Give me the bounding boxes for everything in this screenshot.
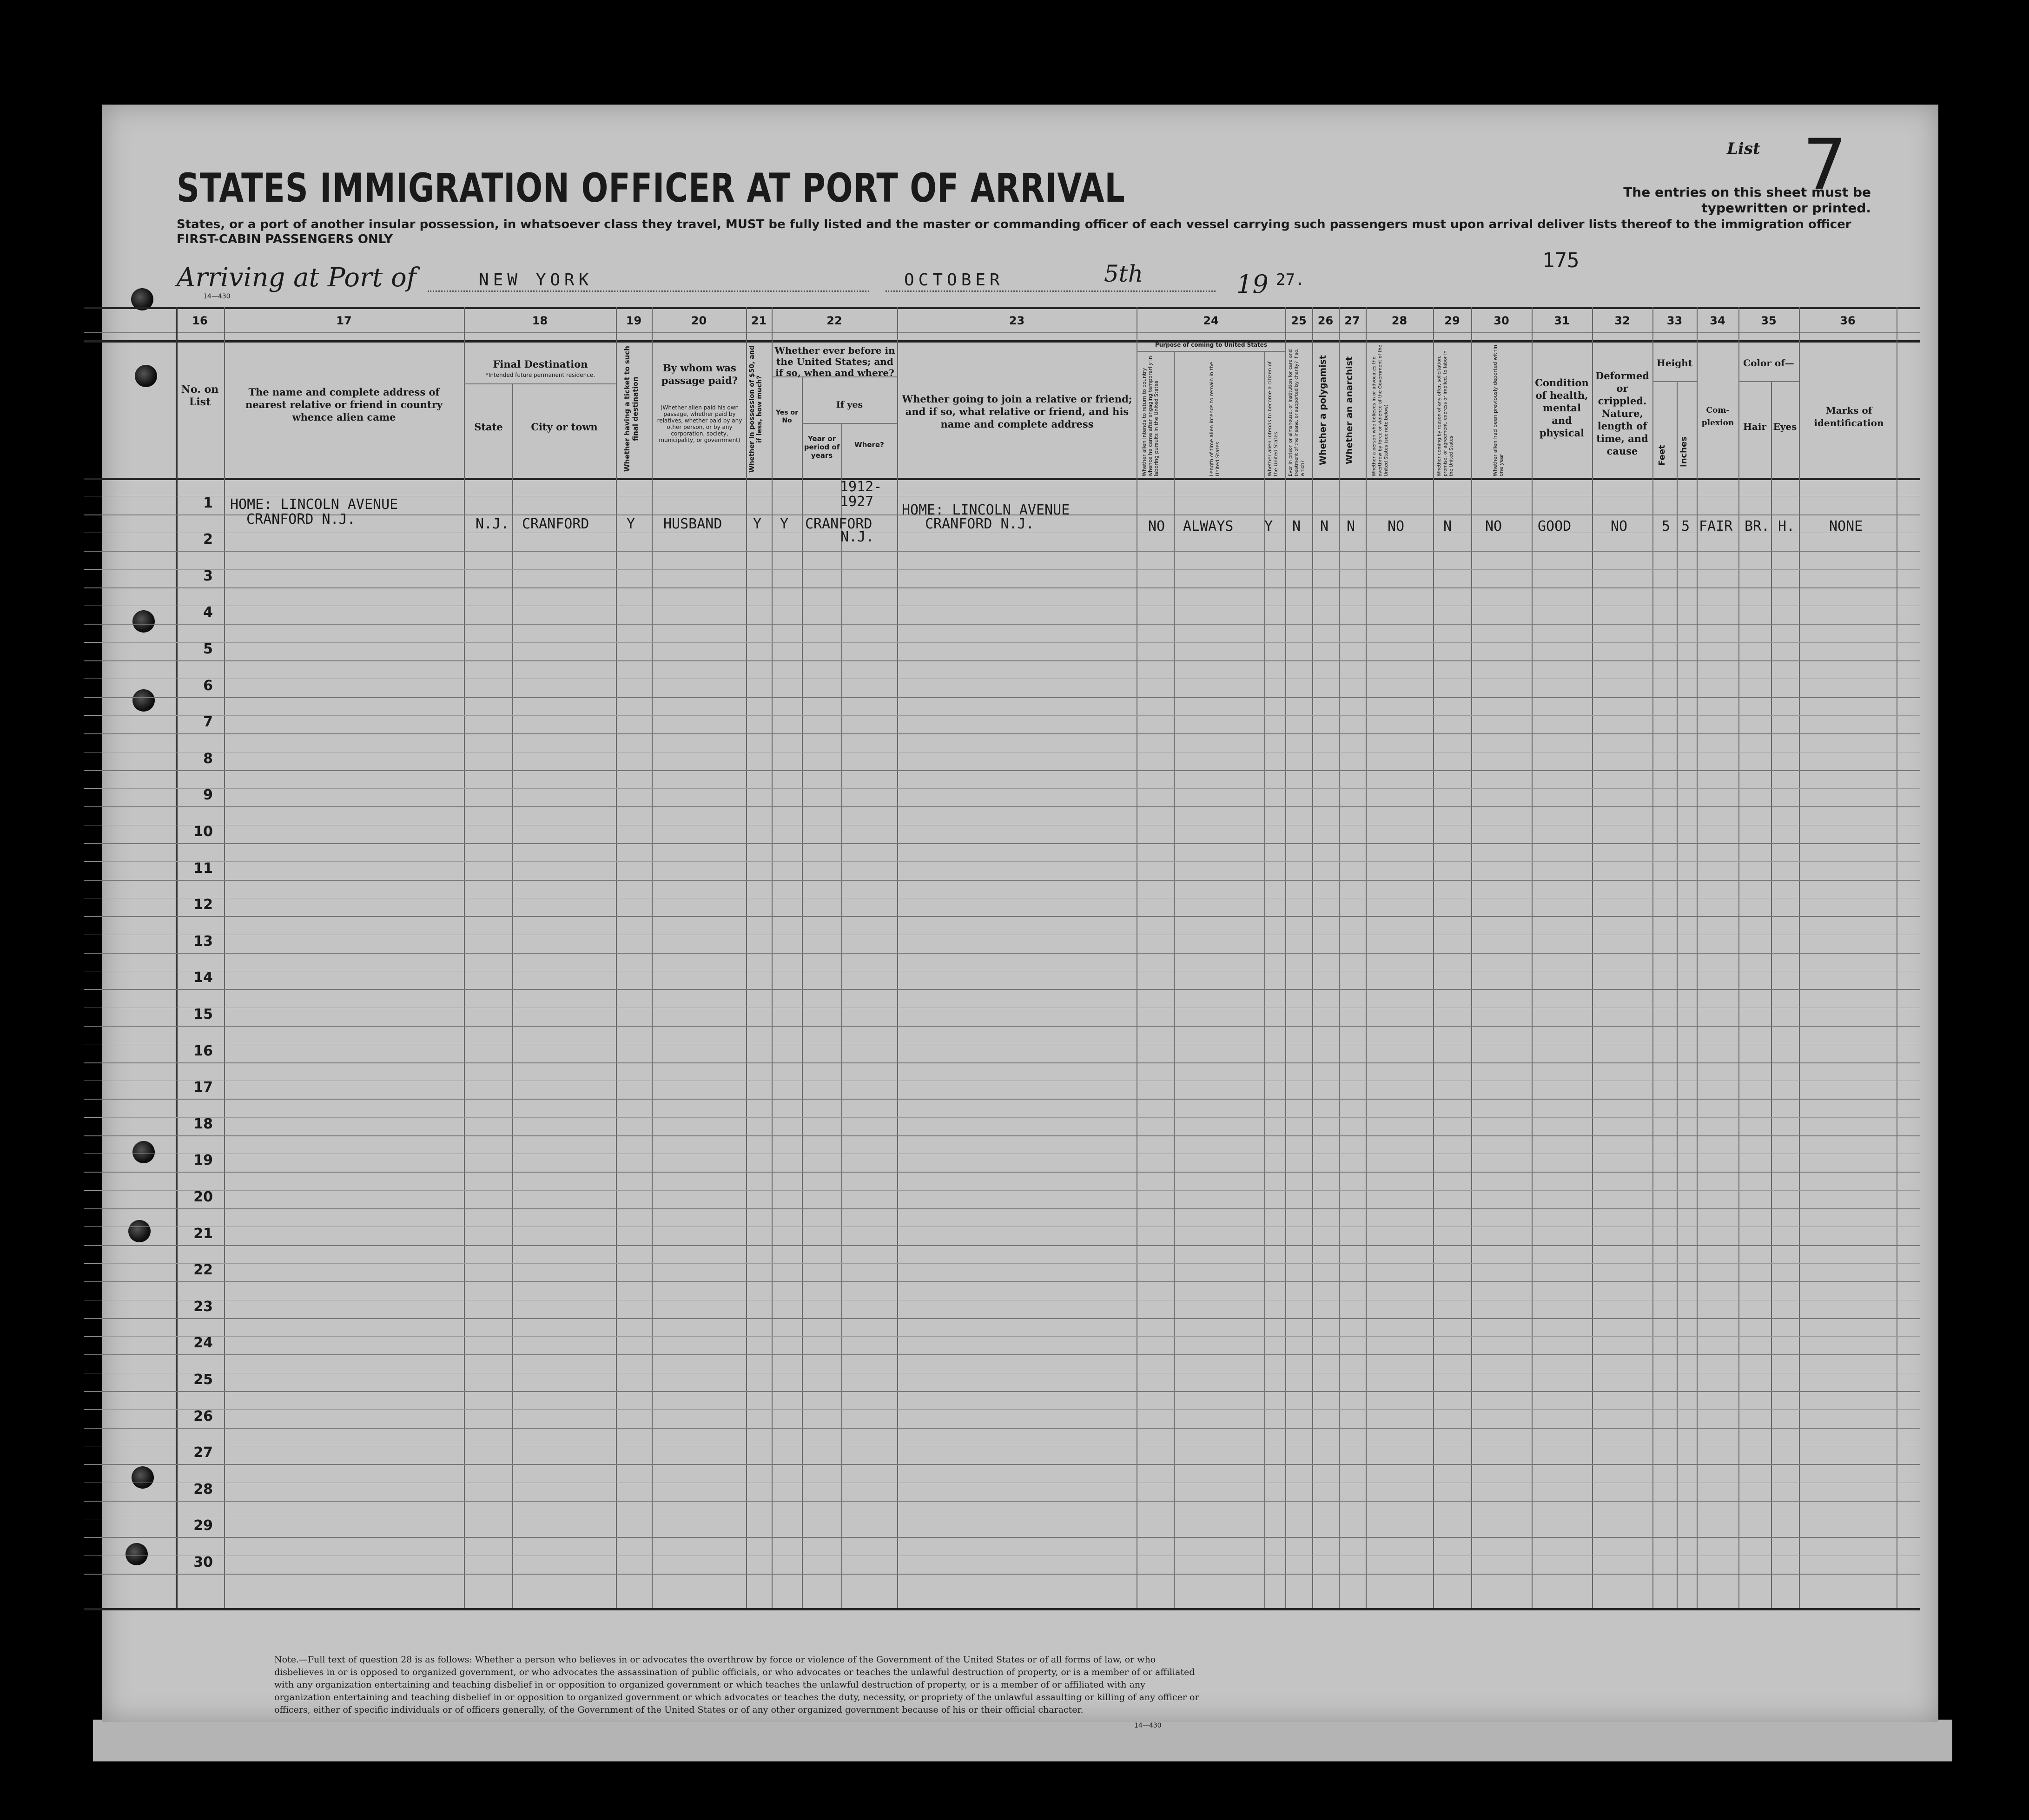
column-number: 34 bbox=[1710, 314, 1725, 327]
cell-deformed: NO bbox=[1611, 518, 1628, 534]
row-number: 30 bbox=[193, 1554, 213, 1570]
header-labor-offer: Whether coming by reason of any offer, solicitation, promise, or agreement, express or implied, to labor in the United States bbox=[1437, 350, 1454, 476]
col-rule bbox=[1738, 307, 1739, 1608]
row-rule bbox=[84, 843, 1920, 844]
instructions: The entries on this sheet must be typewritten or printed. bbox=[1623, 185, 1871, 216]
column-number: 27 bbox=[1344, 314, 1360, 327]
column-number: 18 bbox=[532, 314, 548, 327]
column-number-rule bbox=[84, 332, 1920, 333]
col-rule bbox=[224, 307, 225, 1608]
cell-fifty: Y bbox=[753, 516, 762, 532]
row-number: 3 bbox=[203, 567, 213, 584]
page-title: STATES IMMIGRATION OFFICER AT PORT OF ARRIVAL bbox=[177, 165, 1125, 211]
col-rule bbox=[746, 307, 747, 1608]
header-final-destination: Final Destination bbox=[493, 358, 588, 370]
relative-address-line1: HOME: LINCOLN AVENUE bbox=[230, 496, 398, 513]
col-rule bbox=[512, 383, 513, 1608]
column-number: 36 bbox=[1840, 314, 1856, 327]
col-rule bbox=[1532, 307, 1533, 1608]
row-subrule bbox=[84, 569, 1920, 570]
col-rule bbox=[1174, 351, 1175, 1608]
column-number: 29 bbox=[1444, 314, 1460, 327]
cell-where-line2: N.J. bbox=[840, 529, 874, 545]
header-eyes: Eyes bbox=[1773, 421, 1797, 432]
column-number: 25 bbox=[1291, 314, 1307, 327]
date-dotline bbox=[886, 290, 1216, 292]
sheet-number: 175 bbox=[1542, 249, 1580, 272]
header-no-on-list: No. on List bbox=[181, 383, 219, 408]
col-rule bbox=[1312, 307, 1313, 1608]
header-complexion: Com-plexion bbox=[1701, 406, 1734, 428]
header-yes-no: Yes or No bbox=[775, 409, 799, 424]
row-number: 20 bbox=[193, 1189, 213, 1205]
cell-feet: 5 bbox=[1662, 518, 1671, 534]
row-rule bbox=[84, 1464, 1920, 1465]
table-top-rule bbox=[84, 307, 1920, 309]
row-subrule bbox=[84, 1263, 1920, 1264]
row-number: 4 bbox=[203, 604, 213, 621]
cell-eyes: H. bbox=[1778, 518, 1795, 534]
cell-anarchist: N bbox=[1347, 518, 1355, 534]
header-where: Where? bbox=[854, 441, 884, 449]
row-rule bbox=[84, 880, 1920, 881]
row-rule bbox=[84, 660, 1920, 661]
header-join-relative: Whether going to join a relative or friend; and if so, what relative or friend, and his name and complete address bbox=[902, 393, 1132, 430]
row-rule bbox=[84, 1501, 1920, 1502]
header-fifty-dollars: Whether in possession of $50, and if less, how much? bbox=[748, 345, 763, 473]
row-number: 7 bbox=[203, 714, 213, 731]
cell-prison: N bbox=[1292, 518, 1301, 534]
row-subrule bbox=[84, 642, 1920, 643]
header-relative-address: The name and complete address of nearest relative or friend in country whence alien came bbox=[245, 386, 443, 423]
cell-city: CRANFORD bbox=[522, 516, 589, 532]
subheader-rule bbox=[1738, 381, 1799, 382]
row-rule bbox=[84, 1208, 1920, 1209]
row-number: 27 bbox=[193, 1444, 213, 1461]
row-rule bbox=[84, 1428, 1920, 1429]
row-number: 21 bbox=[193, 1225, 213, 1242]
month-value: OCTOBER bbox=[904, 270, 1004, 290]
row-number: 1 bbox=[203, 495, 213, 511]
col-rule bbox=[464, 307, 465, 1608]
cell-join-line2: CRANFORD N.J. bbox=[925, 516, 1034, 532]
row-rule bbox=[84, 1281, 1920, 1282]
header-marks: Marks of identification bbox=[1814, 405, 1884, 429]
header-city: City or town bbox=[531, 421, 598, 433]
col-rule bbox=[1799, 307, 1800, 1608]
column-number: 22 bbox=[826, 314, 842, 327]
row-rule bbox=[84, 697, 1920, 698]
header-prison: Ever in prison or almshouse, or institution for care and treatment of the insane, or supported by charity? If so, which? bbox=[1288, 348, 1305, 476]
row-number: 12 bbox=[193, 897, 213, 913]
row-rule bbox=[84, 1318, 1920, 1319]
col-rule bbox=[1471, 307, 1472, 1608]
relative-address-line2: CRANFORD N.J. bbox=[246, 511, 356, 528]
cell-polygamist: N bbox=[1320, 518, 1329, 534]
cell-complexion: FAIR bbox=[1699, 518, 1733, 534]
header-inches: Inches bbox=[1679, 436, 1689, 468]
row-number: 13 bbox=[193, 933, 213, 950]
header-overthrow: Whether a person who believes in or advocates the overthrow by force or violence of the Government of the United States (see note below) bbox=[1372, 344, 1389, 476]
row-rule bbox=[84, 551, 1920, 552]
row-number: 14 bbox=[193, 969, 213, 986]
header-purpose: Purpose of coming to United States bbox=[1155, 342, 1268, 348]
column-number: 19 bbox=[626, 314, 642, 327]
header-deformed: Deformed or crippled. Nature, length of time, and cause bbox=[1595, 370, 1649, 457]
cell-deported: NO bbox=[1485, 518, 1502, 534]
row-number: 2 bbox=[203, 531, 213, 548]
col-rule bbox=[841, 423, 842, 1608]
cell-years-line2: 1927 bbox=[840, 494, 874, 510]
row-number: 9 bbox=[203, 787, 213, 804]
col-rule bbox=[1652, 307, 1653, 1608]
port-value: NEW YORK bbox=[479, 270, 593, 290]
list-label: List bbox=[1727, 139, 1760, 158]
header-final-destination-note: *Intended future permanent residence. bbox=[485, 372, 595, 378]
row-subrule bbox=[84, 788, 1920, 789]
row-rule bbox=[84, 1172, 1920, 1173]
row-number: 22 bbox=[193, 1262, 213, 1279]
row-rule bbox=[84, 1062, 1920, 1063]
header-hair: Hair bbox=[1743, 421, 1766, 432]
row-number: 29 bbox=[193, 1517, 213, 1534]
col-rule bbox=[772, 307, 773, 1608]
row-rule bbox=[84, 1135, 1920, 1136]
column-number: 17 bbox=[336, 314, 352, 327]
cell-return-intent: NO bbox=[1148, 518, 1165, 534]
column-number: 32 bbox=[1614, 314, 1630, 327]
row-subrule bbox=[84, 1409, 1920, 1410]
col-rule bbox=[1677, 381, 1678, 1608]
header-color-of: Color of— bbox=[1743, 357, 1794, 369]
subheader-rule bbox=[464, 383, 616, 384]
row-subrule bbox=[84, 861, 1920, 862]
subheader-rule bbox=[1652, 381, 1697, 382]
subtitle: States, or a port of another insular possession, in whatsoever class they travel, MUST be fully listed and the master or commanding officer of each vessel carrying such passengers must upon arrival deliver lists thereof to the immigration officer bbox=[177, 218, 1851, 231]
header-return-intent: Whether alien intends to return to country whence he came after engaging temporarily in laboring pursuits in the United States bbox=[1141, 356, 1159, 476]
col-rule bbox=[1264, 351, 1265, 1608]
header-state: State bbox=[474, 421, 503, 433]
row-rule bbox=[84, 1354, 1920, 1355]
day-value: 5th bbox=[1104, 260, 1143, 287]
row-number: 23 bbox=[193, 1298, 213, 1315]
manifest-table bbox=[84, 307, 1920, 1608]
header-bottom-rule bbox=[84, 478, 1920, 480]
year-prefix: 19 bbox=[1236, 270, 1269, 299]
row-number: 19 bbox=[193, 1152, 213, 1169]
row-rule bbox=[84, 953, 1920, 954]
header-deported: Whether alien had been previously deported within one year bbox=[1492, 345, 1504, 476]
cell-ticket: Y bbox=[627, 516, 635, 532]
column-number: 20 bbox=[691, 314, 707, 327]
col-rule bbox=[1592, 307, 1593, 1608]
row-rule bbox=[84, 733, 1920, 734]
cell-been-before: Y bbox=[780, 516, 789, 532]
column-number: 30 bbox=[1494, 314, 1509, 327]
column-number: 33 bbox=[1666, 314, 1683, 327]
column-number: 23 bbox=[1009, 314, 1025, 327]
cell-length-of-stay: ALWAYS bbox=[1183, 518, 1234, 534]
row-rule bbox=[84, 1537, 1920, 1538]
cell-citizen-intent: Y bbox=[1264, 518, 1273, 534]
column-number: 28 bbox=[1391, 314, 1408, 327]
col-rule bbox=[652, 307, 653, 1608]
col-rule bbox=[1339, 307, 1340, 1608]
row-number: 17 bbox=[193, 1079, 213, 1096]
table-bottom-rule bbox=[84, 1608, 1920, 1610]
cell-years-line1: 1912- bbox=[840, 479, 882, 495]
header-ticket: Whether having a ticket to such final destination bbox=[623, 346, 640, 472]
col-rule bbox=[616, 307, 617, 1608]
col-rule bbox=[1433, 307, 1434, 1608]
row-rule bbox=[84, 1026, 1920, 1027]
row-rule bbox=[84, 1099, 1920, 1100]
passenger-class: FIRST-CABIN PASSENGERS ONLY bbox=[177, 232, 393, 246]
port-dotline bbox=[428, 290, 869, 292]
row-rule bbox=[84, 587, 1920, 588]
row-number: 24 bbox=[193, 1335, 213, 1352]
row-rule bbox=[84, 989, 1920, 990]
row-rule bbox=[84, 624, 1920, 625]
row-number: 25 bbox=[193, 1372, 213, 1388]
list-number: 7 bbox=[1803, 125, 1847, 205]
row-subrule bbox=[84, 1190, 1920, 1191]
column-number: 16 bbox=[192, 314, 208, 327]
header-length-of-stay: Length of time alien intends to remain in the United States bbox=[1209, 362, 1221, 476]
row-rule bbox=[84, 1245, 1920, 1246]
col-rule bbox=[1697, 307, 1698, 1608]
col-rule bbox=[176, 307, 178, 1608]
cell-passage-paid: HUSBAND bbox=[663, 516, 722, 532]
sheet-edge bbox=[93, 1720, 1952, 1761]
header-citizen-intent: Whether alien intends to become a citizen of the United States bbox=[1267, 361, 1279, 476]
subheader-rule bbox=[802, 423, 897, 424]
header-passage-paid: By whom was passage paid? bbox=[661, 362, 738, 386]
header-top-rule bbox=[84, 340, 1920, 343]
header-anarchist: Whether an anarchist bbox=[1344, 356, 1355, 464]
col-rule bbox=[1285, 307, 1286, 1608]
cell-health: GOOD bbox=[1538, 518, 1572, 534]
row-rule bbox=[84, 770, 1920, 771]
header-polygamist: Whether a polygamist bbox=[1318, 355, 1328, 465]
column-number: 26 bbox=[1317, 314, 1334, 327]
form-code-bottom: 14—430 bbox=[1134, 1722, 1162, 1729]
header-feet: Feet bbox=[1657, 445, 1667, 466]
col-rule bbox=[1771, 381, 1772, 1608]
row-rule bbox=[84, 1574, 1920, 1575]
row-number: 16 bbox=[193, 1042, 213, 1059]
year-suffix: 27. bbox=[1276, 270, 1305, 289]
col-rule bbox=[1366, 307, 1367, 1608]
header-years: Year or period of years bbox=[804, 435, 840, 460]
column-number: 31 bbox=[1554, 314, 1570, 327]
col-rule bbox=[802, 376, 803, 1608]
cell-where-line1: CRANFORD bbox=[805, 516, 872, 532]
arriving-label: Arriving at Port of bbox=[177, 263, 416, 293]
row-number: 8 bbox=[203, 750, 213, 767]
row-rule bbox=[84, 1391, 1920, 1392]
subheader-rule bbox=[1137, 351, 1285, 352]
cell-join-line1: HOME: LINCOLN AVENUE bbox=[902, 502, 1070, 518]
row-number: 5 bbox=[203, 641, 213, 657]
row-number: 10 bbox=[193, 824, 213, 840]
cell-inches: 5 bbox=[1681, 518, 1690, 534]
row-rule bbox=[84, 916, 1920, 917]
row-rule bbox=[84, 806, 1920, 807]
column-number: 24 bbox=[1203, 314, 1219, 327]
cell-hair: BR. bbox=[1745, 518, 1770, 534]
header-height: Height bbox=[1657, 357, 1692, 369]
column-number: 21 bbox=[751, 314, 767, 327]
header-if-yes: If yes bbox=[836, 400, 863, 410]
row-number: 11 bbox=[193, 860, 213, 877]
header-been-before: Whether ever before in the United States; and if so, when and where? bbox=[774, 345, 895, 378]
header-passage-paid-note: (Whether alien paid his own passage, whether paid by relatives, whether paid by any other person, or by any corporation, society, municipality, or government) bbox=[657, 404, 742, 443]
header-health: Condition of health, mental and physical bbox=[1535, 377, 1589, 439]
cell-overthrow: NO bbox=[1388, 518, 1405, 534]
row-subrule bbox=[84, 1117, 1920, 1118]
column-number: 35 bbox=[1761, 314, 1777, 327]
row-number: 15 bbox=[193, 1006, 213, 1022]
row-subrule bbox=[84, 1336, 1920, 1337]
row-number: 18 bbox=[193, 1115, 213, 1132]
cell-labor-offer: N bbox=[1443, 518, 1452, 534]
row-number: 28 bbox=[193, 1481, 213, 1497]
cell-marks: NONE bbox=[1829, 518, 1863, 534]
row-number: 26 bbox=[193, 1408, 213, 1424]
row-number: 6 bbox=[203, 677, 213, 694]
row-subrule bbox=[84, 715, 1920, 716]
cell-state: N.J. bbox=[476, 516, 509, 532]
col-rule bbox=[897, 307, 898, 1608]
form-code: 14—430 bbox=[203, 293, 231, 300]
footer-note: Note.—Full text of question 28 is as follows: Whether a person who believes in or advocates the overthrow by force or violence of the Government of the United States or of all forms of law, or who disbelieves in or is opposed to organized government, or who advocates the assassination of public officials, or who advocates or teaches the unlawful destruction of property, or is a member of or affiliated with any organization entertaining and teaching disbelief in or opposition to organized government or which teaches the unlawful destruction of property, or is a member of or affiliated with any organization entertaining and teaching disbelief in or opposition to organized government or which advocates or teaches the duty, necessity, or propriety of the unlawful assaulting or killing of any officer or officers, either of specific individuals or of officers generally, of the Government of the United States or of any other organized government because of his or their official character. bbox=[274, 1655, 1199, 1715]
